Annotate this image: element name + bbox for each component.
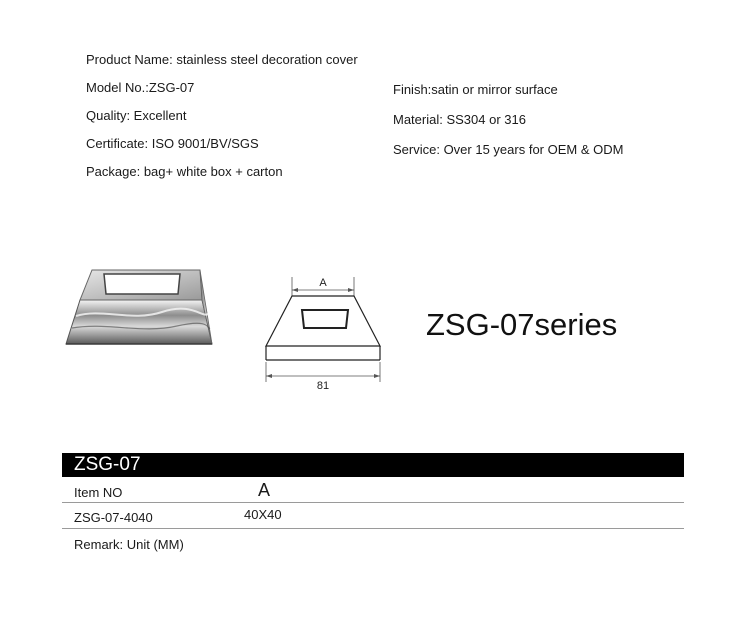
dim-81-arrow-left bbox=[266, 374, 272, 378]
drawing-opening bbox=[302, 310, 348, 328]
technical-drawing bbox=[258, 272, 388, 392]
spec-material: Material: SS304 or 316 bbox=[393, 112, 526, 127]
row-divider bbox=[62, 502, 684, 503]
table-remark: Remark: Unit (MM) bbox=[74, 537, 184, 552]
table-title-bar bbox=[62, 453, 684, 477]
product-photo bbox=[62, 262, 222, 352]
header-a: A bbox=[258, 480, 271, 500]
dim-a-arrow-right bbox=[348, 288, 354, 292]
dim-a-arrow-left bbox=[292, 288, 298, 292]
spec-finish: Finish:satin or mirror surface bbox=[393, 82, 558, 97]
header-item-no: Item NO bbox=[74, 485, 123, 500]
table-row-item-no: ZSG-07-4040 bbox=[74, 510, 153, 525]
dim-a-label: A bbox=[319, 277, 327, 289]
dim-81-label: 81 bbox=[316, 380, 330, 392]
table-row-a: 40X40 bbox=[244, 507, 282, 522]
spec-product-name: Product Name: stainless steel decoration cover bbox=[86, 52, 358, 67]
spec-model-no: Model No.:ZSG-07 bbox=[86, 80, 195, 95]
series-title: ZSG-07series bbox=[426, 307, 618, 342]
table-title: ZSG-07 bbox=[74, 454, 141, 475]
spec-service: Service: Over 15 years for OEM & ODM bbox=[393, 142, 624, 157]
spec-quality: Quality: Excellent bbox=[86, 108, 187, 123]
spec-certificate: Certificate: ISO 9001/BV/SGS bbox=[86, 136, 259, 151]
spec-package: Package: bag+ white box + carton bbox=[86, 164, 283, 179]
row-divider bbox=[62, 528, 684, 529]
dim-81-arrow-right bbox=[374, 374, 380, 378]
